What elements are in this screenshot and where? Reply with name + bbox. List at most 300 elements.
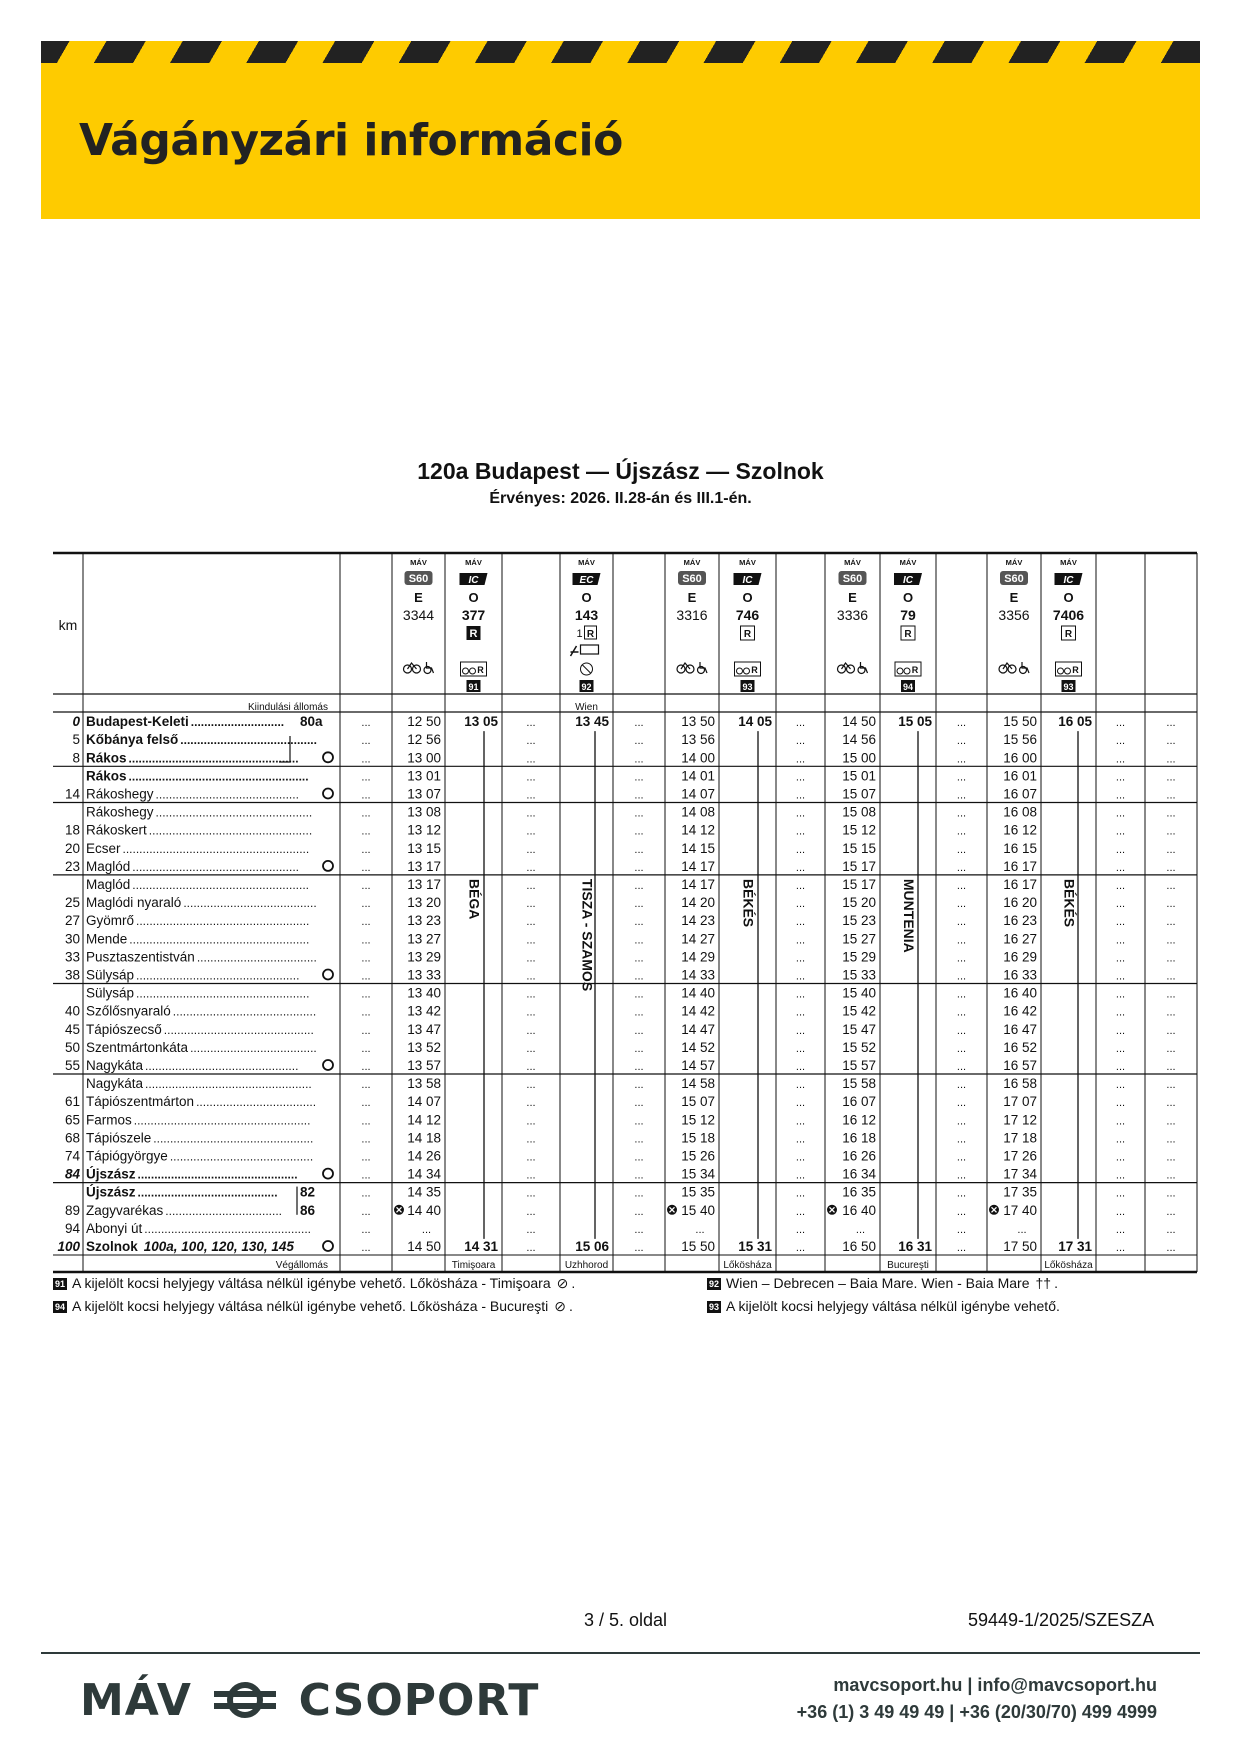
no-service-dots: ... — [956, 735, 967, 748]
train-category: E — [1009, 590, 1019, 605]
no-service-dots: ... — [1115, 1079, 1126, 1092]
station-name: Újszász — [86, 1166, 136, 1182]
departure-time: 16 42 — [1003, 1003, 1037, 1019]
departure-time: 15 50 — [681, 1239, 715, 1254]
no-service-dots: ... — [1166, 880, 1176, 892]
no-service-dots: ... — [956, 789, 967, 802]
no-service-dots: ... — [1166, 735, 1176, 748]
no-service-dots: ... — [634, 735, 644, 748]
no-service-dots: ... — [526, 1115, 536, 1128]
dot-leader: ..................................................... — [132, 878, 309, 892]
no-service-dots: ... — [795, 880, 806, 892]
no-service-dots: ... — [1166, 771, 1176, 784]
no-service-dots: ... — [361, 1242, 371, 1254]
train-number: 3356 — [998, 607, 1030, 623]
train-type-text: IC — [468, 575, 479, 586]
departure-time: 14 18 — [407, 1130, 441, 1146]
couchette-icon — [581, 645, 599, 654]
departure-time: 15 56 — [1003, 732, 1037, 748]
km-value: 94 — [64, 1220, 80, 1236]
no-service-dots: ... — [1166, 1151, 1176, 1164]
no-service-dots: ... — [361, 952, 371, 965]
train-destination: Uzhhorod — [564, 1260, 609, 1271]
station-name: Sülysáp — [86, 985, 135, 1001]
dot-leader: .................................................. — [132, 859, 299, 874]
no-service-dots: ... — [1115, 1151, 1126, 1164]
bicycle-icon — [470, 668, 476, 674]
no-service-dots: ... — [795, 916, 806, 929]
dot-leader: ...................................................... — [129, 932, 310, 947]
s60-badge-text: S60 — [682, 573, 702, 585]
mav-label: MÁV — [465, 558, 482, 567]
km-value: 33 — [64, 949, 80, 965]
no-service-dots: ... — [956, 1097, 967, 1110]
departure-time: 14 05 — [738, 714, 772, 730]
no-service-dots: ... — [1115, 771, 1126, 784]
no-service-dots: ... — [634, 1024, 644, 1037]
no-service-dots: ... — [956, 1205, 967, 1218]
wheelchair-icon — [700, 662, 707, 673]
train-number: 7406 — [1052, 607, 1085, 623]
departure-time: 14 23 — [681, 913, 715, 929]
departure-time: 13 00 — [407, 750, 441, 766]
footnote-text: A kijelölt kocsi helyjegy váltása nélkül igénybe vehető. Lőkösháza - Timişoara — [72, 1275, 551, 1291]
no-service-dots: ... — [526, 1205, 536, 1218]
departure-time: 16 18 — [842, 1130, 876, 1146]
departure-time: 13 17 — [407, 877, 441, 892]
footnote-badge: 94 — [55, 1302, 66, 1312]
departure-time: 14 00 — [681, 750, 715, 766]
departure-time: 15 17 — [842, 877, 876, 892]
no-service-dots: ... — [634, 1061, 644, 1073]
departure-time: 13 01 — [407, 768, 441, 784]
no-service-dots: ... — [1115, 1187, 1126, 1200]
no-service-dots: ... — [1166, 916, 1176, 929]
departure-time: 14 27 — [681, 931, 715, 947]
train-category: O — [902, 590, 914, 605]
no-service-dots: ... — [1115, 934, 1126, 947]
station-circle-icon — [323, 1060, 333, 1070]
no-service-dots: ... — [1115, 735, 1126, 748]
station-name: Rákos — [86, 768, 127, 784]
train-number: 3344 — [402, 607, 435, 623]
no-service-dots: ... — [526, 807, 536, 820]
no-service-dots: ... — [526, 970, 536, 983]
no-service-dots: ... — [795, 1169, 806, 1182]
no-service-dots: ... — [526, 861, 536, 874]
no-service-dots: ... — [1115, 825, 1126, 838]
no-service-dots: ... — [1017, 1223, 1027, 1236]
km-value: 23 — [64, 858, 80, 874]
reservation-marker: R — [586, 629, 595, 640]
no-service-dots: ... — [956, 898, 967, 911]
mav-label: MÁV — [683, 558, 701, 567]
dot-leader: ............................ — [190, 715, 285, 730]
station-name: Rákoshegy — [86, 786, 154, 802]
no-service-dots: ... — [1166, 843, 1176, 856]
no-service-dots: ... — [956, 1223, 967, 1236]
no-service-dots: ... — [634, 717, 644, 730]
departure-time: 15 35 — [681, 1184, 715, 1200]
departure-time: 13 17 — [407, 858, 441, 874]
no-service-dots: ... — [795, 1223, 806, 1236]
station-circle-icon — [323, 970, 333, 980]
no-service-dots: ... — [361, 1187, 371, 1200]
no-service-dots: ... — [634, 1079, 644, 1092]
no-service-dots: ... — [795, 934, 806, 947]
no-service-dots: ... — [361, 1061, 371, 1073]
no-service-dots: ... — [795, 1242, 806, 1254]
footnote-92 — [707, 1275, 1058, 1291]
km-value: 74 — [64, 1148, 80, 1164]
no-service-dots: ... — [361, 934, 371, 947]
train-number: 79 — [900, 607, 916, 623]
connecting-lines: 100a, 100, 120, 130, 145 — [143, 1239, 294, 1254]
mav-label: MÁV — [899, 558, 917, 567]
train-destination: Lőkösháza — [723, 1260, 772, 1271]
no-service-dots: ... — [956, 1006, 967, 1019]
line-reference: 80a — [300, 714, 323, 730]
no-service-dots: ... — [795, 861, 806, 874]
dot-leader: ..................................................... — [133, 1113, 311, 1128]
km-value: 0 — [72, 714, 80, 730]
footnote-badge-text: 93 — [1063, 682, 1074, 692]
no-service-dots: ... — [795, 898, 806, 911]
banner-title: Vágányzári információ — [79, 115, 623, 166]
departure-time: 15 52 — [842, 1039, 876, 1055]
no-service-dots: ... — [361, 717, 371, 730]
no-service-dots: ... — [526, 771, 536, 784]
timetable-title: 120a Budapest — Újszász — Szolnok — [417, 458, 824, 484]
no-service-dots: ... — [634, 861, 644, 874]
no-service-dots: ... — [361, 1024, 371, 1037]
no-service-dots: ... — [1115, 1042, 1126, 1055]
station-circle-icon — [323, 861, 333, 871]
no-service-dots: ... — [526, 753, 536, 766]
departure-time: 15 12 — [842, 822, 876, 838]
no-service-dots: ... — [526, 1061, 536, 1073]
departure-time: 14 17 — [681, 858, 715, 874]
footnote-text: Wien – Debrecen – Baia Mare. Wien - Baia Mare — [726, 1275, 1030, 1291]
departure-time: 15 40 — [842, 985, 876, 1001]
no-service-dots: ... — [1166, 825, 1176, 838]
mav-label: MÁV — [1060, 558, 1077, 567]
departure-time: 13 45 — [575, 714, 609, 730]
station-name: Tápiószele — [86, 1130, 152, 1146]
no-service-dots: ... — [361, 1169, 371, 1182]
km-value: 55 — [64, 1058, 80, 1073]
train-name: BÉGA — [466, 878, 483, 920]
train-destination: Bucureşti — [887, 1260, 929, 1271]
reservation-marker: R — [1064, 629, 1073, 640]
dot-leader: ................................................. — [136, 968, 300, 983]
bicycle-icon — [1058, 668, 1064, 674]
no-service-dots: ... — [526, 789, 536, 802]
no-service-dots: ... — [1166, 1133, 1176, 1146]
departure-time: 16 57 — [1003, 1058, 1037, 1073]
departure-time: 17 40 — [1003, 1202, 1037, 1218]
departure-time: 15 26 — [681, 1148, 715, 1164]
departure-time: 15 07 — [842, 786, 876, 802]
no-service-dots: ... — [634, 916, 644, 929]
departure-time: 15 07 — [681, 1094, 715, 1110]
dot-leader: ........................................................ — [122, 841, 310, 856]
no-service-dots: ... — [795, 753, 806, 766]
no-service-dots: ... — [956, 1042, 967, 1055]
dot-leader: ........................................... — [169, 1149, 314, 1164]
dot-leader: ............................................. — [163, 1022, 314, 1037]
no-service-dots: ... — [526, 1169, 536, 1182]
departure-time: 13 23 — [407, 913, 441, 929]
no-service-dots: ... — [956, 1187, 967, 1200]
departure-time: 16 00 — [1003, 750, 1037, 766]
no-service-dots: ... — [361, 970, 371, 983]
no-bike-icon — [583, 665, 591, 673]
no-service-dots: ... — [1166, 952, 1176, 965]
departure-time: 14 52 — [681, 1039, 715, 1055]
station-name: Tápiószecső — [86, 1021, 162, 1037]
departure-time: 14 50 — [842, 714, 876, 730]
bicycle-icon — [897, 668, 903, 674]
no-service-dots: ... — [1166, 1042, 1176, 1055]
footnote-badge: 91 — [55, 1279, 66, 1289]
no-service-dots: ... — [795, 1133, 806, 1146]
no-service-dots: ... — [526, 1151, 536, 1164]
departure-time: 16 40 — [842, 1202, 876, 1218]
no-service-dots: ... — [956, 1079, 967, 1092]
dot-leader: ................................................ — [137, 1167, 298, 1182]
departure-time: 16 52 — [1003, 1039, 1037, 1055]
departure-time: 15 18 — [681, 1130, 715, 1146]
km-header: km — [58, 617, 78, 633]
no-service-dots: ... — [795, 717, 806, 730]
s60-badge-text: S60 — [842, 573, 863, 585]
no-service-dots: ... — [795, 825, 806, 838]
station-name: Tápiószentmárton — [86, 1094, 195, 1110]
km-value: 27 — [64, 913, 80, 929]
no-service-dots: ... — [1166, 1169, 1176, 1182]
no-service-dots: ... — [634, 1169, 644, 1182]
departure-time: 15 42 — [842, 1003, 876, 1019]
departure-time: 17 35 — [1003, 1184, 1037, 1200]
bike-reservation-marker: R — [911, 665, 919, 675]
dot-leader: .................................... — [196, 950, 317, 965]
departure-time: 13 47 — [407, 1021, 441, 1037]
footnote-badge: 92 — [709, 1279, 720, 1289]
no-service-dots: ... — [795, 1205, 806, 1218]
contact-phones: +36 (1) 3 49 49 49 | +36 (20/30/70) 499 4999 — [796, 1702, 1157, 1722]
departure-time: 16 47 — [1003, 1021, 1037, 1037]
footnote-badge-text: 93 — [742, 682, 753, 692]
no-service-dots: ... — [361, 825, 371, 838]
footnote-badge-text: 92 — [581, 682, 592, 692]
departure-time: 13 33 — [407, 967, 441, 983]
no-service-dots: ... — [795, 1115, 806, 1128]
dot-leader: .................................................... — [136, 986, 310, 1001]
no-service-dots: ... — [526, 735, 536, 748]
km-value: 68 — [64, 1130, 80, 1146]
station-name: Zagyvarékas — [86, 1202, 164, 1218]
departure-time: 14 20 — [681, 895, 715, 911]
km-value: 20 — [64, 840, 80, 856]
no-service-dots: ... — [1115, 952, 1126, 965]
km-value: 25 — [64, 895, 80, 911]
footnote-text: A kijelölt kocsi helyjegy váltása nélkül igénybe vehető. — [726, 1298, 1060, 1314]
no-service-dots: ... — [1115, 988, 1126, 1001]
km-value: 5 — [72, 732, 80, 748]
no-service-dots: ... — [795, 789, 806, 802]
dot-leader: ................................................... — [128, 751, 299, 766]
departure-time: 13 07 — [407, 786, 441, 802]
departure-time: 14 50 — [407, 1239, 441, 1254]
departure-time: 14 47 — [681, 1021, 715, 1037]
departure-time: 13 15 — [407, 840, 441, 856]
departure-time: 15 47 — [842, 1021, 876, 1037]
departure-time: 15 34 — [681, 1166, 715, 1182]
wheelchair-icon — [1022, 662, 1029, 673]
wheelchair-icon — [427, 662, 434, 673]
no-service-dots: ... — [526, 825, 536, 838]
no-service-dots: ... — [526, 1042, 536, 1055]
km-value: 100 — [57, 1239, 80, 1254]
no-service-dots: ... — [956, 934, 967, 947]
no-service-dots: ... — [634, 771, 644, 784]
mav-label: MÁV — [578, 558, 595, 567]
departure-time: 15 12 — [681, 1112, 715, 1128]
no-service-dots: ... — [361, 916, 371, 929]
no-service-dots: ... — [634, 1151, 644, 1164]
departure-time: 15 00 — [842, 750, 876, 766]
no-service-dots: ... — [1115, 789, 1126, 802]
train-name: BÉKÉS — [740, 878, 757, 928]
departure-time: 16 40 — [1003, 985, 1037, 1001]
mav-label: MÁV — [1005, 558, 1023, 567]
no-service-dots: ... — [361, 880, 371, 892]
station-name: Gyömrő — [86, 913, 135, 929]
no-service-dots: ... — [1166, 1061, 1176, 1073]
contact-web-email: mavcsoport.hu | info@mavcsoport.hu — [833, 1675, 1157, 1695]
no-service-dots: ... — [956, 970, 967, 983]
departure-time: 16 05 — [1058, 714, 1092, 730]
s60-badge-text: S60 — [408, 573, 429, 585]
departure-time: 14 42 — [681, 1003, 715, 1019]
km-value: 30 — [64, 931, 80, 947]
no-service-dots: ... — [795, 1151, 806, 1164]
mav-label: MÁV — [410, 558, 427, 567]
departure-time: 15 20 — [842, 895, 876, 911]
dining-icon: †† — [1035, 1275, 1052, 1291]
no-service-dots: ... — [1115, 1006, 1126, 1019]
train-number: 3336 — [836, 607, 869, 623]
bicycle-icon — [904, 668, 910, 674]
departure-time: 14 15 — [681, 840, 715, 856]
departure-time: 16 07 — [842, 1094, 876, 1110]
dot-leader: .......................................... — [137, 1185, 278, 1200]
no-service-dots: ... — [361, 988, 371, 1001]
no-service-dots: ... — [1166, 1223, 1176, 1236]
no-service-dots: ... — [1166, 898, 1176, 911]
line-reference: 82 — [300, 1184, 316, 1200]
logo-text-left: MÁV — [80, 1674, 192, 1726]
train-category: O — [742, 590, 753, 605]
station-name: Rákoskert — [86, 822, 147, 838]
station-circle-icon — [323, 1241, 333, 1251]
no-service-dots: ... — [634, 1115, 644, 1128]
departure-time: 14 40 — [407, 1202, 441, 1218]
departure-time: 13 08 — [407, 804, 441, 820]
bicycle-icon — [463, 668, 469, 674]
bicycle-icon — [1065, 668, 1071, 674]
departure-time: 16 23 — [1003, 913, 1037, 929]
footnote-94 — [53, 1298, 573, 1315]
no-service-dots: ... — [421, 1223, 432, 1236]
train-name: TISZA - SZAMOS — [579, 878, 596, 992]
dot-leader: .................................................. — [144, 1221, 311, 1236]
km-value: 84 — [64, 1166, 80, 1182]
departure-time: 14 12 — [407, 1112, 441, 1128]
no-service-dots: ... — [1115, 753, 1126, 766]
no-service-dots: ... — [1115, 916, 1126, 929]
departure-time: 14 58 — [681, 1076, 715, 1092]
departure-time: 15 57 — [842, 1058, 876, 1073]
no-service-dots: ... — [1115, 1133, 1126, 1146]
station-name: Ecser — [86, 840, 121, 856]
no-service-dots: ... — [855, 1223, 866, 1236]
no-service-dots: ... — [956, 880, 967, 892]
departure-time: 16 29 — [1003, 949, 1037, 965]
departure-time: 16 27 — [1003, 931, 1037, 947]
no-service-dots: ... — [956, 825, 967, 838]
no-service-dots: ... — [361, 861, 371, 874]
station-name: Budapest-Keleti — [86, 714, 189, 730]
departure-time: 15 23 — [842, 913, 876, 929]
departure-time: 14 34 — [407, 1166, 441, 1182]
no-service-dots: ... — [526, 717, 536, 730]
train-type-text: IC — [1063, 575, 1074, 586]
no-service-dots: ... — [956, 952, 967, 965]
departure-time: 15 08 — [842, 804, 876, 820]
departure-time: 15 01 — [842, 768, 876, 784]
departure-time: 14 26 — [407, 1148, 441, 1164]
bicycle-icon — [737, 668, 743, 674]
no-service-dots: ... — [634, 1006, 644, 1019]
departure-time: 16 33 — [1003, 967, 1037, 983]
departure-time: 17 31 — [1058, 1239, 1092, 1254]
dot-leader: .................................................. — [145, 1077, 312, 1092]
km-value: 65 — [64, 1112, 80, 1128]
km-value: 40 — [64, 1003, 80, 1019]
no-service-dots: ... — [526, 1097, 536, 1110]
no-service-dots: ... — [1166, 1079, 1176, 1092]
no-service-dots: ... — [1166, 807, 1176, 820]
station-name: Szolnok — [86, 1239, 138, 1254]
no-service-dots: ... — [361, 1205, 371, 1218]
footnote-period: . — [571, 1275, 576, 1291]
no-service-dots: ... — [1115, 861, 1126, 874]
no-service-dots: ... — [956, 861, 967, 874]
departure-time: 14 56 — [842, 732, 876, 748]
station-name: Pusztaszentistván — [86, 949, 195, 965]
no-service-dots: ... — [1166, 988, 1176, 1001]
dot-leader: ......................................... — [180, 733, 317, 748]
no-service-dots: ... — [956, 1133, 967, 1146]
no-service-dots: ... — [956, 1115, 967, 1128]
departure-time: 13 27 — [407, 931, 441, 947]
departure-time: 17 18 — [1003, 1130, 1037, 1146]
mav-csoport-logo — [80, 1672, 539, 1726]
no-service-dots: ... — [1115, 1169, 1126, 1182]
no-service-dots: ... — [526, 916, 536, 929]
